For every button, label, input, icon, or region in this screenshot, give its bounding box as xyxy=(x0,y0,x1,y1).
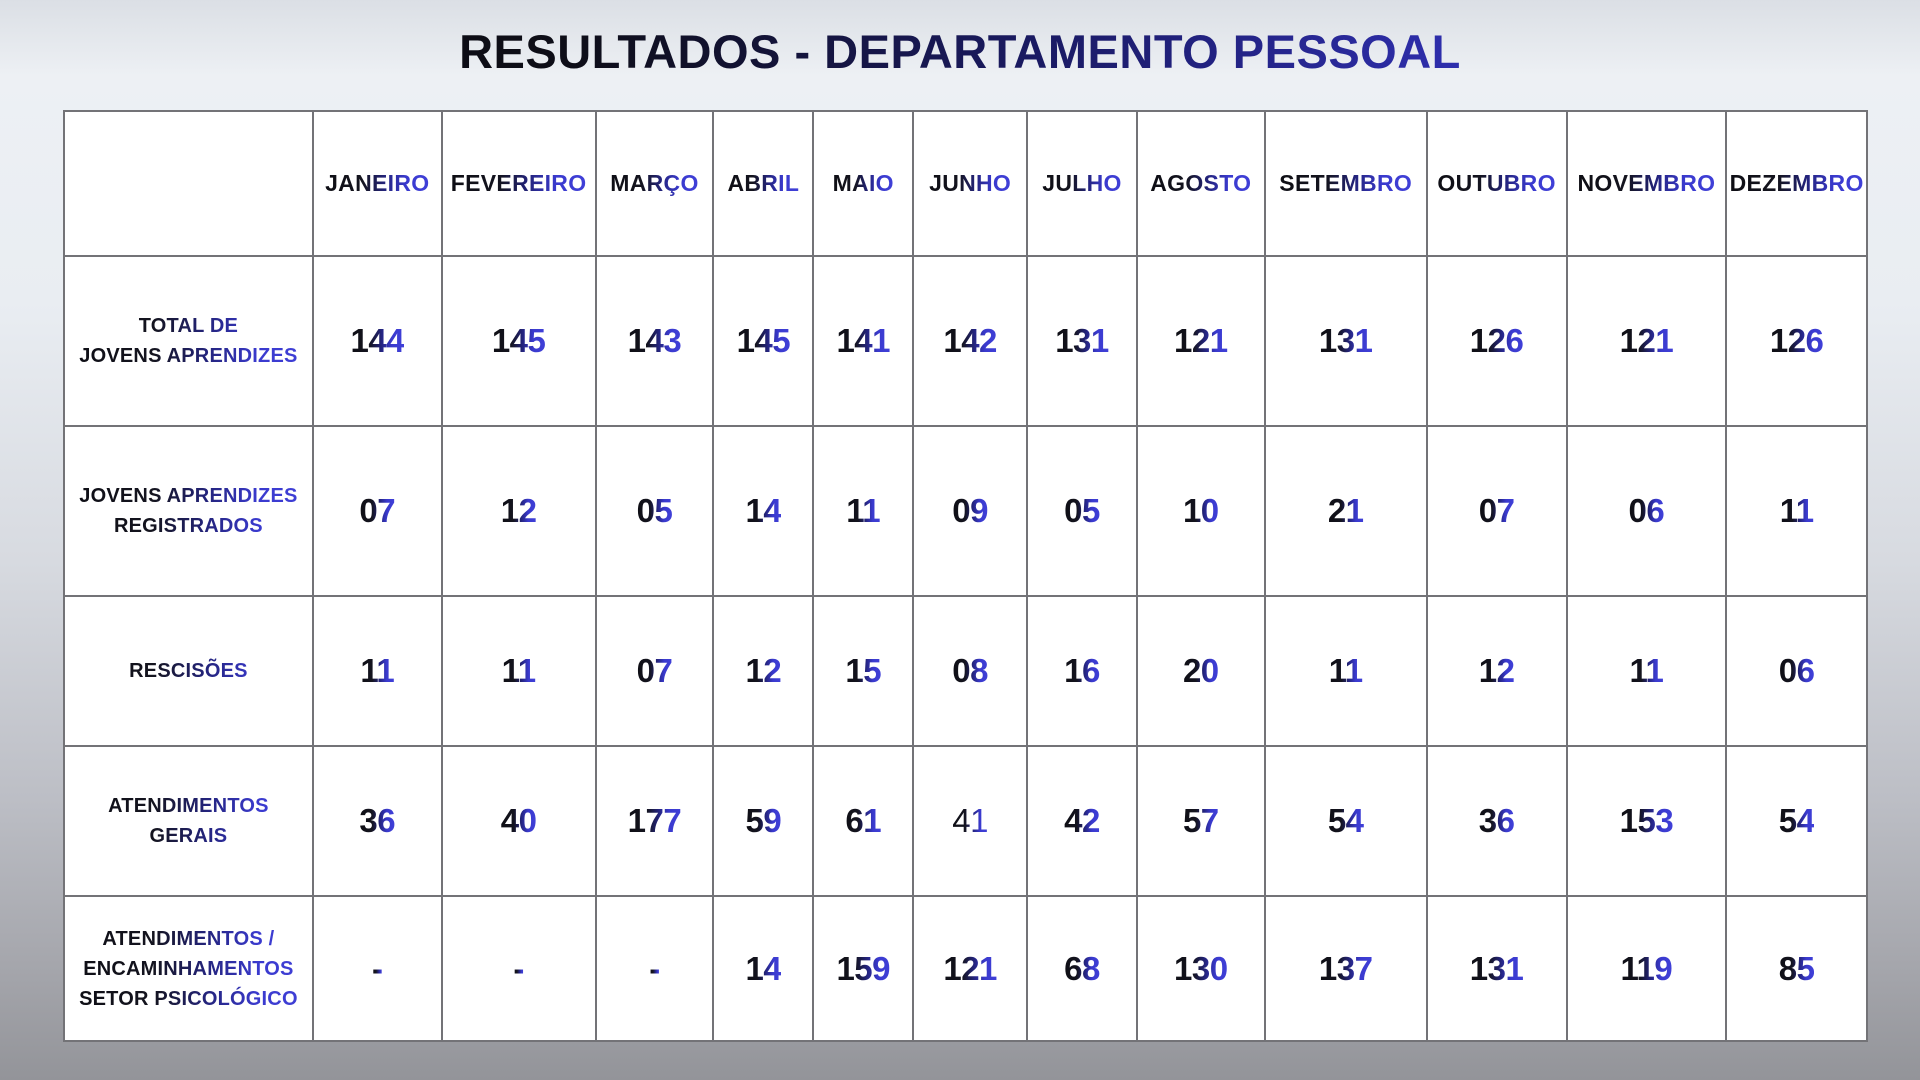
table-cell: 16 xyxy=(1027,596,1137,746)
table-cell: 09 xyxy=(913,426,1027,596)
table-cell: 06 xyxy=(1726,596,1867,746)
row-label-jovens-aprendizes-registrados: JOVENS APRENDIZES REGISTRADOS xyxy=(64,426,313,596)
table-cell: 61 xyxy=(813,746,913,896)
table-row-atendimentos-encaminhamentos-psicologico xyxy=(64,896,1867,1041)
table-cell: 144 xyxy=(313,256,442,426)
table-cell: 40 xyxy=(442,746,596,896)
table-cell: 11 xyxy=(813,426,913,596)
month-header-agosto: AGOSTO xyxy=(1137,111,1265,256)
table-row-jovens-aprendizes-registrados xyxy=(64,426,1867,596)
table-cell: 131 xyxy=(1427,896,1567,1041)
table-cell: 11 xyxy=(313,596,442,746)
table-row-total-jovens-aprendizes xyxy=(64,256,1867,426)
month-header-abril: ABRIL xyxy=(713,111,813,256)
table-row-rescisoes xyxy=(64,596,1867,746)
table-row-atendimentos-gerais xyxy=(64,746,1867,896)
table-cell: 145 xyxy=(442,256,596,426)
table-cell: 68 xyxy=(1027,896,1137,1041)
table-cell: 20 xyxy=(1137,596,1265,746)
table-cell: 14 xyxy=(713,426,813,596)
corner-empty-cell xyxy=(64,111,313,256)
table-cell: 21 xyxy=(1265,426,1427,596)
row-label-atendimentos-encaminhamentos-psicologico: ATENDIMENTOS / ENCAMINHAMENTOS SETOR PSICOLÓGICO xyxy=(64,896,313,1041)
table-cell: 11 xyxy=(1726,426,1867,596)
header-row xyxy=(64,111,1867,256)
table-cell: 121 xyxy=(913,896,1027,1041)
table-cell: 11 xyxy=(1265,596,1427,746)
month-header-setembro: SETEMBRO xyxy=(1265,111,1427,256)
table-cell: 153 xyxy=(1567,746,1727,896)
table-cell: 14 xyxy=(713,896,813,1041)
table-cell: - xyxy=(313,896,442,1041)
table-cell: 07 xyxy=(313,426,442,596)
month-header-fevereiro: FEVEREIRO xyxy=(442,111,596,256)
table-cell: 85 xyxy=(1726,896,1867,1041)
table-cell: 10 xyxy=(1137,426,1265,596)
table-cell: 15 xyxy=(813,596,913,746)
table-cell: 131 xyxy=(1027,256,1137,426)
table-cell: 126 xyxy=(1427,256,1567,426)
row-label-rescisoes: RESCISÕES xyxy=(64,596,313,746)
table-cell: 177 xyxy=(596,746,714,896)
table-cell: 41 xyxy=(913,746,1027,896)
table-cell: 12 xyxy=(442,426,596,596)
table-cell: 126 xyxy=(1726,256,1867,426)
results-table xyxy=(63,110,1868,1042)
table-cell: 07 xyxy=(596,596,714,746)
table-cell: 08 xyxy=(913,596,1027,746)
table-cell: 59 xyxy=(713,746,813,896)
month-header-maio: MAIO xyxy=(813,111,913,256)
table-cell: 159 xyxy=(813,896,913,1041)
table-cell: 42 xyxy=(1027,746,1137,896)
table-cell: 54 xyxy=(1265,746,1427,896)
month-header-novembro: NOVEMBRO xyxy=(1567,111,1727,256)
table-cell: 12 xyxy=(1427,596,1567,746)
table-cell: 36 xyxy=(1427,746,1567,896)
table-cell: 05 xyxy=(1027,426,1137,596)
table-cell: 141 xyxy=(813,256,913,426)
table-cell: 145 xyxy=(713,256,813,426)
table-cell: 137 xyxy=(1265,896,1427,1041)
table-cell: 05 xyxy=(596,426,714,596)
table-cell: 131 xyxy=(1265,256,1427,426)
month-header-junho: JUNHO xyxy=(913,111,1027,256)
month-header-janeiro: JANEIRO xyxy=(313,111,442,256)
table-cell: 54 xyxy=(1726,746,1867,896)
table-cell: 06 xyxy=(1567,426,1727,596)
month-header-julho: JULHO xyxy=(1027,111,1137,256)
table-cell: 36 xyxy=(313,746,442,896)
table-cell: 142 xyxy=(913,256,1027,426)
table-cell: 11 xyxy=(442,596,596,746)
month-header-outubro: OUTUBRO xyxy=(1427,111,1567,256)
table-cell: 11 xyxy=(1567,596,1727,746)
table-cell: 07 xyxy=(1427,426,1567,596)
table-cell: 119 xyxy=(1567,896,1727,1041)
month-header-marco: MARÇO xyxy=(596,111,714,256)
table-cell: 57 xyxy=(1137,746,1265,896)
table-cell: 121 xyxy=(1567,256,1727,426)
table-cell: 130 xyxy=(1137,896,1265,1041)
table-cell: 121 xyxy=(1137,256,1265,426)
page-title: RESULTADOS - DEPARTAMENTO PESSOAL xyxy=(0,24,1920,79)
table-cell: 12 xyxy=(713,596,813,746)
row-label-atendimentos-gerais: ATENDIMENTOS GERAIS xyxy=(64,746,313,896)
table-cell: 143 xyxy=(596,256,714,426)
table-cell: - xyxy=(596,896,714,1041)
month-header-dezembro: DEZEMBRO xyxy=(1726,111,1867,256)
row-label-total-jovens-aprendizes: TOTAL DE JOVENS APRENDIZES xyxy=(64,256,313,426)
table-cell: - xyxy=(442,896,596,1041)
